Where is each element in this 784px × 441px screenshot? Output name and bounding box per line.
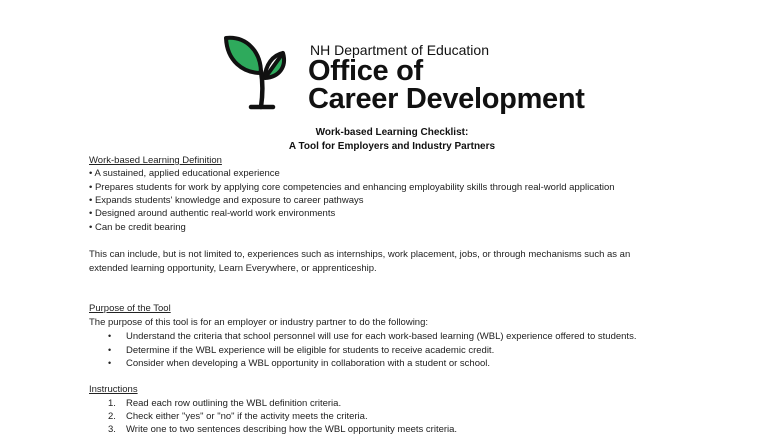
definition-paragraph-line: extended learning opportunity, Learn Everywhere, or apprenticeship. bbox=[89, 263, 377, 274]
step-text: Check either "yes" or "no" if the activity meets the criteria. bbox=[126, 411, 368, 422]
instructions-heading: Instructions bbox=[89, 384, 138, 395]
step-number: 1. bbox=[108, 398, 116, 409]
definition-item: • Expands students' knowledge and exposure to career pathways bbox=[89, 195, 364, 206]
step-text: Read each row outlining the WBL definition criteria. bbox=[126, 398, 342, 409]
doc-title: Work-based Learning Checklist: bbox=[315, 127, 469, 138]
doc-subtitle: A Tool for Employers and Industry Partners bbox=[288, 141, 496, 152]
logo bbox=[221, 33, 585, 115]
definition-item: • Can be credit bearing bbox=[89, 222, 186, 233]
step-text: Write one to two sentences describing how the WBL opportunity meets criteria. bbox=[126, 424, 458, 435]
definition-item: • Designed around authentic real-world work environments bbox=[89, 208, 336, 219]
definition-item: • Prepares students for work by applying core competencies and enhancing employability skills through real-world application bbox=[89, 182, 615, 193]
definition-item: • A sustained, applied educational experience bbox=[89, 168, 280, 179]
step-number: 2. bbox=[108, 411, 116, 422]
definition-paragraph-line: This can include, but is not limited to, experiences such as internships, work placement, jobs, or through mechanisms such as an bbox=[89, 249, 631, 260]
purpose-item: Understand the criteria that school personnel will use for each work-based learning (WBL) experience offered to students. bbox=[126, 331, 637, 342]
purpose-item: Determine if the WBL experience will be eligible for students to receive academic credit. bbox=[126, 345, 495, 356]
step-number: 3. bbox=[108, 424, 116, 435]
office-name-line2: Career Development bbox=[308, 83, 585, 115]
definition-heading: Work-based Learning Definition bbox=[89, 155, 222, 166]
purpose-heading: Purpose of the Tool bbox=[89, 303, 171, 314]
bullet-marker: • bbox=[108, 345, 112, 355]
department-name: NH Department of Education bbox=[310, 42, 489, 58]
office-name-line1: Office of bbox=[308, 55, 423, 87]
purpose-item: Consider when developing a WBL opportunity in collaboration with a student or school. bbox=[126, 358, 491, 369]
sprout-icon bbox=[221, 33, 293, 113]
purpose-intro: The purpose of this tool is for an employer or industry partner to do the following: bbox=[89, 317, 429, 328]
bullet-marker: • bbox=[108, 358, 112, 368]
bullet-marker: • bbox=[108, 331, 112, 341]
